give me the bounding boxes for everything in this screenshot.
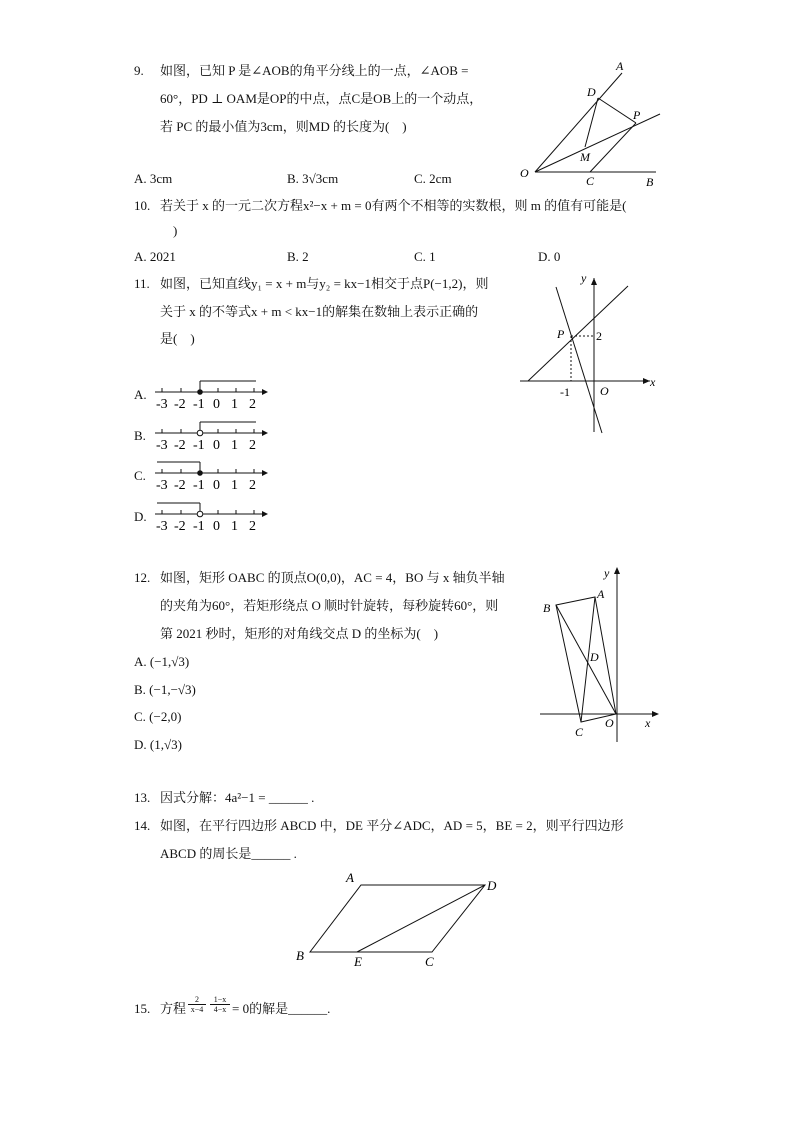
q14-number: 14. xyxy=(134,818,151,833)
q11-label-x: x xyxy=(650,375,656,389)
svg-text:-1: -1 xyxy=(193,478,205,493)
svg-text:-3: -3 xyxy=(156,397,168,412)
q9-label-p: P xyxy=(633,108,641,122)
svg-text:0: 0 xyxy=(213,438,220,453)
q10-number: 10. xyxy=(134,198,151,213)
q9-text-line1: 如图，已知 P 是∠AOB的角平分线上的一点，∠AOB = xyxy=(160,63,469,78)
q11-text-line1: 如图，已知直线y₁ = x + m与y₂ = kx−1相交于点P(−1,2)，则 xyxy=(160,276,489,291)
q11-label-2: 2 xyxy=(596,329,602,343)
q10-text-line1: 若关于 x 的一元二次方程x²−x + m = 0有两个不相等的实数根，则 m 的值有可能是( xyxy=(160,198,627,213)
q9-option-c: C. 2cm xyxy=(414,171,452,186)
q11-label-y: y xyxy=(581,271,587,285)
q12-text-line2: 的夹角为60°，若矩形绕点 O 顺时针旋转，每秒旋转60°，则 xyxy=(160,598,499,613)
q12-label-o: O xyxy=(605,716,614,730)
q9-label-a: A xyxy=(616,59,624,73)
q11-label-o: O xyxy=(600,384,609,398)
q9-label-c: C xyxy=(586,174,595,188)
q11-number: 11. xyxy=(134,276,150,291)
q10-option-c: C. 1 xyxy=(414,249,436,264)
q12-option-d: D. (1,√3) xyxy=(134,737,182,752)
q14-label-e: E xyxy=(354,954,362,969)
svg-text:2: 2 xyxy=(249,438,256,453)
q11-label-neg1: -1 xyxy=(560,385,570,399)
q13-number: 13. xyxy=(134,790,151,805)
q15-suffix: = 0的解是______. xyxy=(232,1001,331,1016)
q12-option-b: B. (−1,−√3) xyxy=(134,682,196,697)
q11-option-c-letter: C. xyxy=(134,468,146,483)
q12-text-line1: 如图，矩形 OABC 的顶点O(0,0)，AC = 4，BO 与 x 轴负半轴 xyxy=(160,570,505,585)
svg-text:2: 2 xyxy=(249,478,256,493)
svg-text:2: 2 xyxy=(249,519,256,534)
svg-text:1: 1 xyxy=(231,478,238,493)
q14-label-c: C xyxy=(425,954,434,969)
q11-option-a-letter: A. xyxy=(134,387,147,402)
q9-label-o: O xyxy=(520,166,529,180)
svg-text:-2: -2 xyxy=(174,519,186,534)
q14-text-line2: ABCD 的周长是______ . xyxy=(160,846,297,861)
svg-text:-2: -2 xyxy=(174,478,186,493)
q12-text-line3: 第 2021 秒时，矩形的对角线交点 D 的坐标为( ) xyxy=(160,626,439,641)
svg-text:1: 1 xyxy=(231,438,238,453)
q9-number: 9. xyxy=(134,63,144,78)
q9-label-d: D xyxy=(587,85,596,99)
q12-label-d: D xyxy=(590,650,599,664)
q11-option-d-letter: D. xyxy=(134,509,147,524)
svg-text:0: 0 xyxy=(213,397,220,412)
svg-text:2: 2 xyxy=(249,397,256,412)
svg-text:-2: -2 xyxy=(174,397,186,412)
q12-option-a: A. (−1,√3) xyxy=(134,654,190,669)
q10-option-b: B. 2 xyxy=(287,249,309,264)
q10-option-d: D. 0 xyxy=(538,249,561,264)
svg-text:-3: -3 xyxy=(156,478,168,493)
q9-label-m: M xyxy=(580,150,590,164)
q15-prefix: 方程 xyxy=(160,1001,187,1016)
q10-text-line2: ) xyxy=(173,223,178,238)
q14-label-d: D xyxy=(487,878,497,893)
q9-text-line3: 若 PC 的最小值为3cm，则MD 的长度为( ) xyxy=(160,119,407,134)
q15-number: 15. xyxy=(134,1001,151,1016)
q12-label-x: x xyxy=(645,716,651,730)
svg-text:-2: -2 xyxy=(174,438,186,453)
q12-option-c: C. (−2,0) xyxy=(134,709,182,724)
q11-text-line3: 是( ) xyxy=(160,331,195,346)
svg-text:-1: -1 xyxy=(193,438,205,453)
q12-label-a: A xyxy=(597,587,605,601)
svg-text:0: 0 xyxy=(213,519,220,534)
q15-fraction-1: 2 x−4 xyxy=(188,995,206,1014)
q14-text-line1: 如图，在平行四边形 ABCD 中，DE 平分∠ADC，AD = 5，BE = 2，则平行四边形 xyxy=(160,818,624,833)
svg-text:1: 1 xyxy=(231,519,238,534)
svg-text:-3: -3 xyxy=(156,438,168,453)
q12-number: 12. xyxy=(134,570,151,585)
q9-label-b: B xyxy=(646,175,654,189)
svg-text:-1: -1 xyxy=(193,519,205,534)
svg-text:0: 0 xyxy=(213,478,220,493)
q15-fraction-2: 1−x 4−x xyxy=(210,995,230,1014)
q13-text: 因式分解：4a²−1 = ______ . xyxy=(160,790,315,805)
q12-label-c: C xyxy=(575,725,584,739)
svg-text:-3: -3 xyxy=(156,519,168,534)
q9-option-b: B. 3√3cm xyxy=(287,171,339,186)
q11-label-p: P xyxy=(557,327,565,341)
q12-label-y: y xyxy=(604,566,610,580)
q12-label-b: B xyxy=(543,601,551,615)
q11-text-line2: 关于 x 的不等式x + m < kx−1的解集在数轴上表示正确的 xyxy=(160,304,479,319)
q9-option-a: A. 3cm xyxy=(134,171,173,186)
svg-text:1: 1 xyxy=(231,397,238,412)
q10-option-a: A. 2021 xyxy=(134,249,176,264)
svg-text:-1: -1 xyxy=(193,397,205,412)
q14-label-b: B xyxy=(296,948,304,963)
q11-option-b-letter: B. xyxy=(134,428,146,443)
q9-text-line2: 60°，PD ⊥ OAM是OP的中点，点C是OB上的一个动点， xyxy=(160,91,483,106)
q14-label-a: A xyxy=(346,870,354,885)
